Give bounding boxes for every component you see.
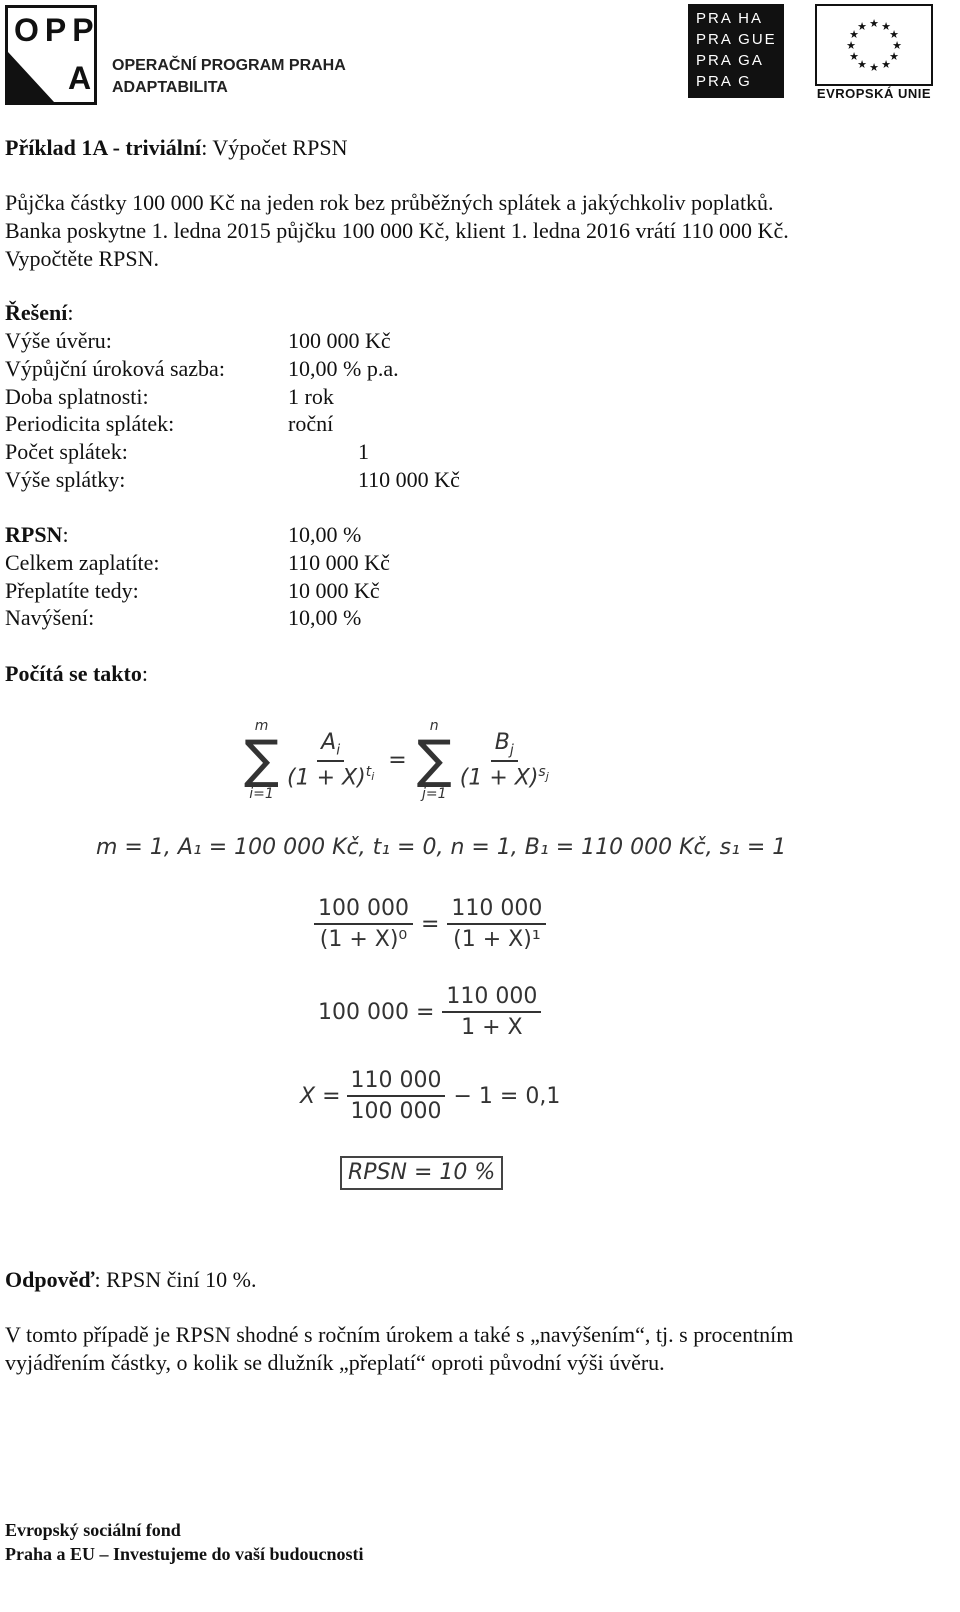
praha-logo: PRA HA PRA GUE PRA GA PRA G [688,4,784,98]
footer-line-2: Praha a EU – Investujeme do vaší budoucnosti [5,1544,364,1564]
param-label: Výpůjční úroková sazba: [5,356,225,381]
param-label: Výše úvěru: [5,328,112,353]
param-label: Doba splatnosti: [5,384,149,409]
svg-text:★: ★ [869,17,879,30]
result-label: Celkem zaplatíte: [5,550,160,575]
rpsn-result-box: RPSN = 10 % [340,1156,503,1190]
param-value: 110 000 Kč [358,467,460,492]
formula-step-3: X = $\frac{110 000}{100 000}$ − 1 = 0,1 [300,1068,561,1124]
svg-text:★: ★ [857,20,867,33]
calc-heading: Počítá se takto: [5,661,148,686]
page-title: Příklad 1A - triviální: Výpočet RPSN [5,135,348,160]
svg-text:★: ★ [857,58,867,71]
opp-title-line2: ADAPTABILITA [112,79,228,96]
result-label: Přeplatíte tedy: [5,578,139,603]
answer: Odpověď: RPSN činí 10 %. [5,1267,257,1292]
svg-text:★: ★ [889,50,899,63]
formula-params: m = 1, A₁ = 100 000 Kč, t₁ = 0, n = 1, B₁ = 110 000 Kč, s₁ = 1 [96,835,787,860]
svg-text:★: ★ [846,39,856,52]
eu-stars-icon [817,6,931,84]
general-formula: m ∑ i=1 $\frac{A_i}{(1 + X)^{t_i}}$ = n ∑ j=1 $\frac{B_j}{(1 + X)^{s_j}}$ [244,718,549,802]
solution-heading: Řešení: [5,300,74,325]
opp-logo-letters: OPP A [14,12,100,96]
result-label: Navýšení: [5,605,95,630]
result-value: 10,00 % [288,605,362,630]
opp-logo-triangle [8,52,58,104]
opp-title-line1: OPERAČNÍ PROGRAM PRAHA [112,57,346,74]
opp-logo [5,5,100,105]
eu-label: EVROPSKÁ UNIE [816,86,932,101]
intro-line-2: Banka poskytne 1. ledna 2015 půjčku 100 000 Kč, klient 1. ledna 2016 vrátí 110 000 Kč. [5,218,789,243]
param-label: Periodicita splátek: [5,411,175,436]
param-label: Výše splátky: [5,467,126,492]
result-label: RPSN: [5,522,69,547]
svg-text:★: ★ [849,28,859,41]
formula-step-2: 100 000 = $\frac{110 000}{1 + X}$ [318,984,541,1040]
svg-text:★: ★ [881,20,891,33]
param-value: 1 [358,439,369,464]
note-line-1: V tomto případě je RPSN shodné s ročním úrokem a také s „navýšením“, tj. s procentním [5,1322,794,1347]
intro-line-1: Půjčka částky 100 000 Kč na jeden rok bez průběžných splátek a jakýchkoliv poplatků. [5,190,774,215]
param-value: 1 rok [288,384,334,409]
result-value: 10,00 % [288,522,362,547]
result-value: 10 000 Kč [288,578,380,603]
param-label: Počet splátek: [5,439,128,464]
param-value: roční [288,411,334,436]
svg-text:★: ★ [889,28,899,41]
formula-step-1: $\frac{100 000}{\text{(1 + X)⁰}}$ = $\frac{110 000}{\text{(1 + X)¹}}$ [314,896,546,952]
svg-text:★: ★ [849,50,859,63]
intro-line-3: Vypočtěte RPSN. [5,246,159,271]
result-value: 110 000 Kč [288,550,390,575]
footer-line-1: Evropský sociální fond [5,1520,181,1540]
note-line-2: vyjádřením částky, o kolik se dlužník „přeplatí“ oproti původní výši úvěru. [5,1350,665,1375]
svg-text:★: ★ [892,39,902,52]
eu-flag [815,4,933,86]
param-value: 100 000 Kč [288,328,391,353]
svg-text:★: ★ [881,58,891,71]
svg-text:★: ★ [869,61,879,74]
param-value: 10,00 % p.a. [288,356,399,381]
